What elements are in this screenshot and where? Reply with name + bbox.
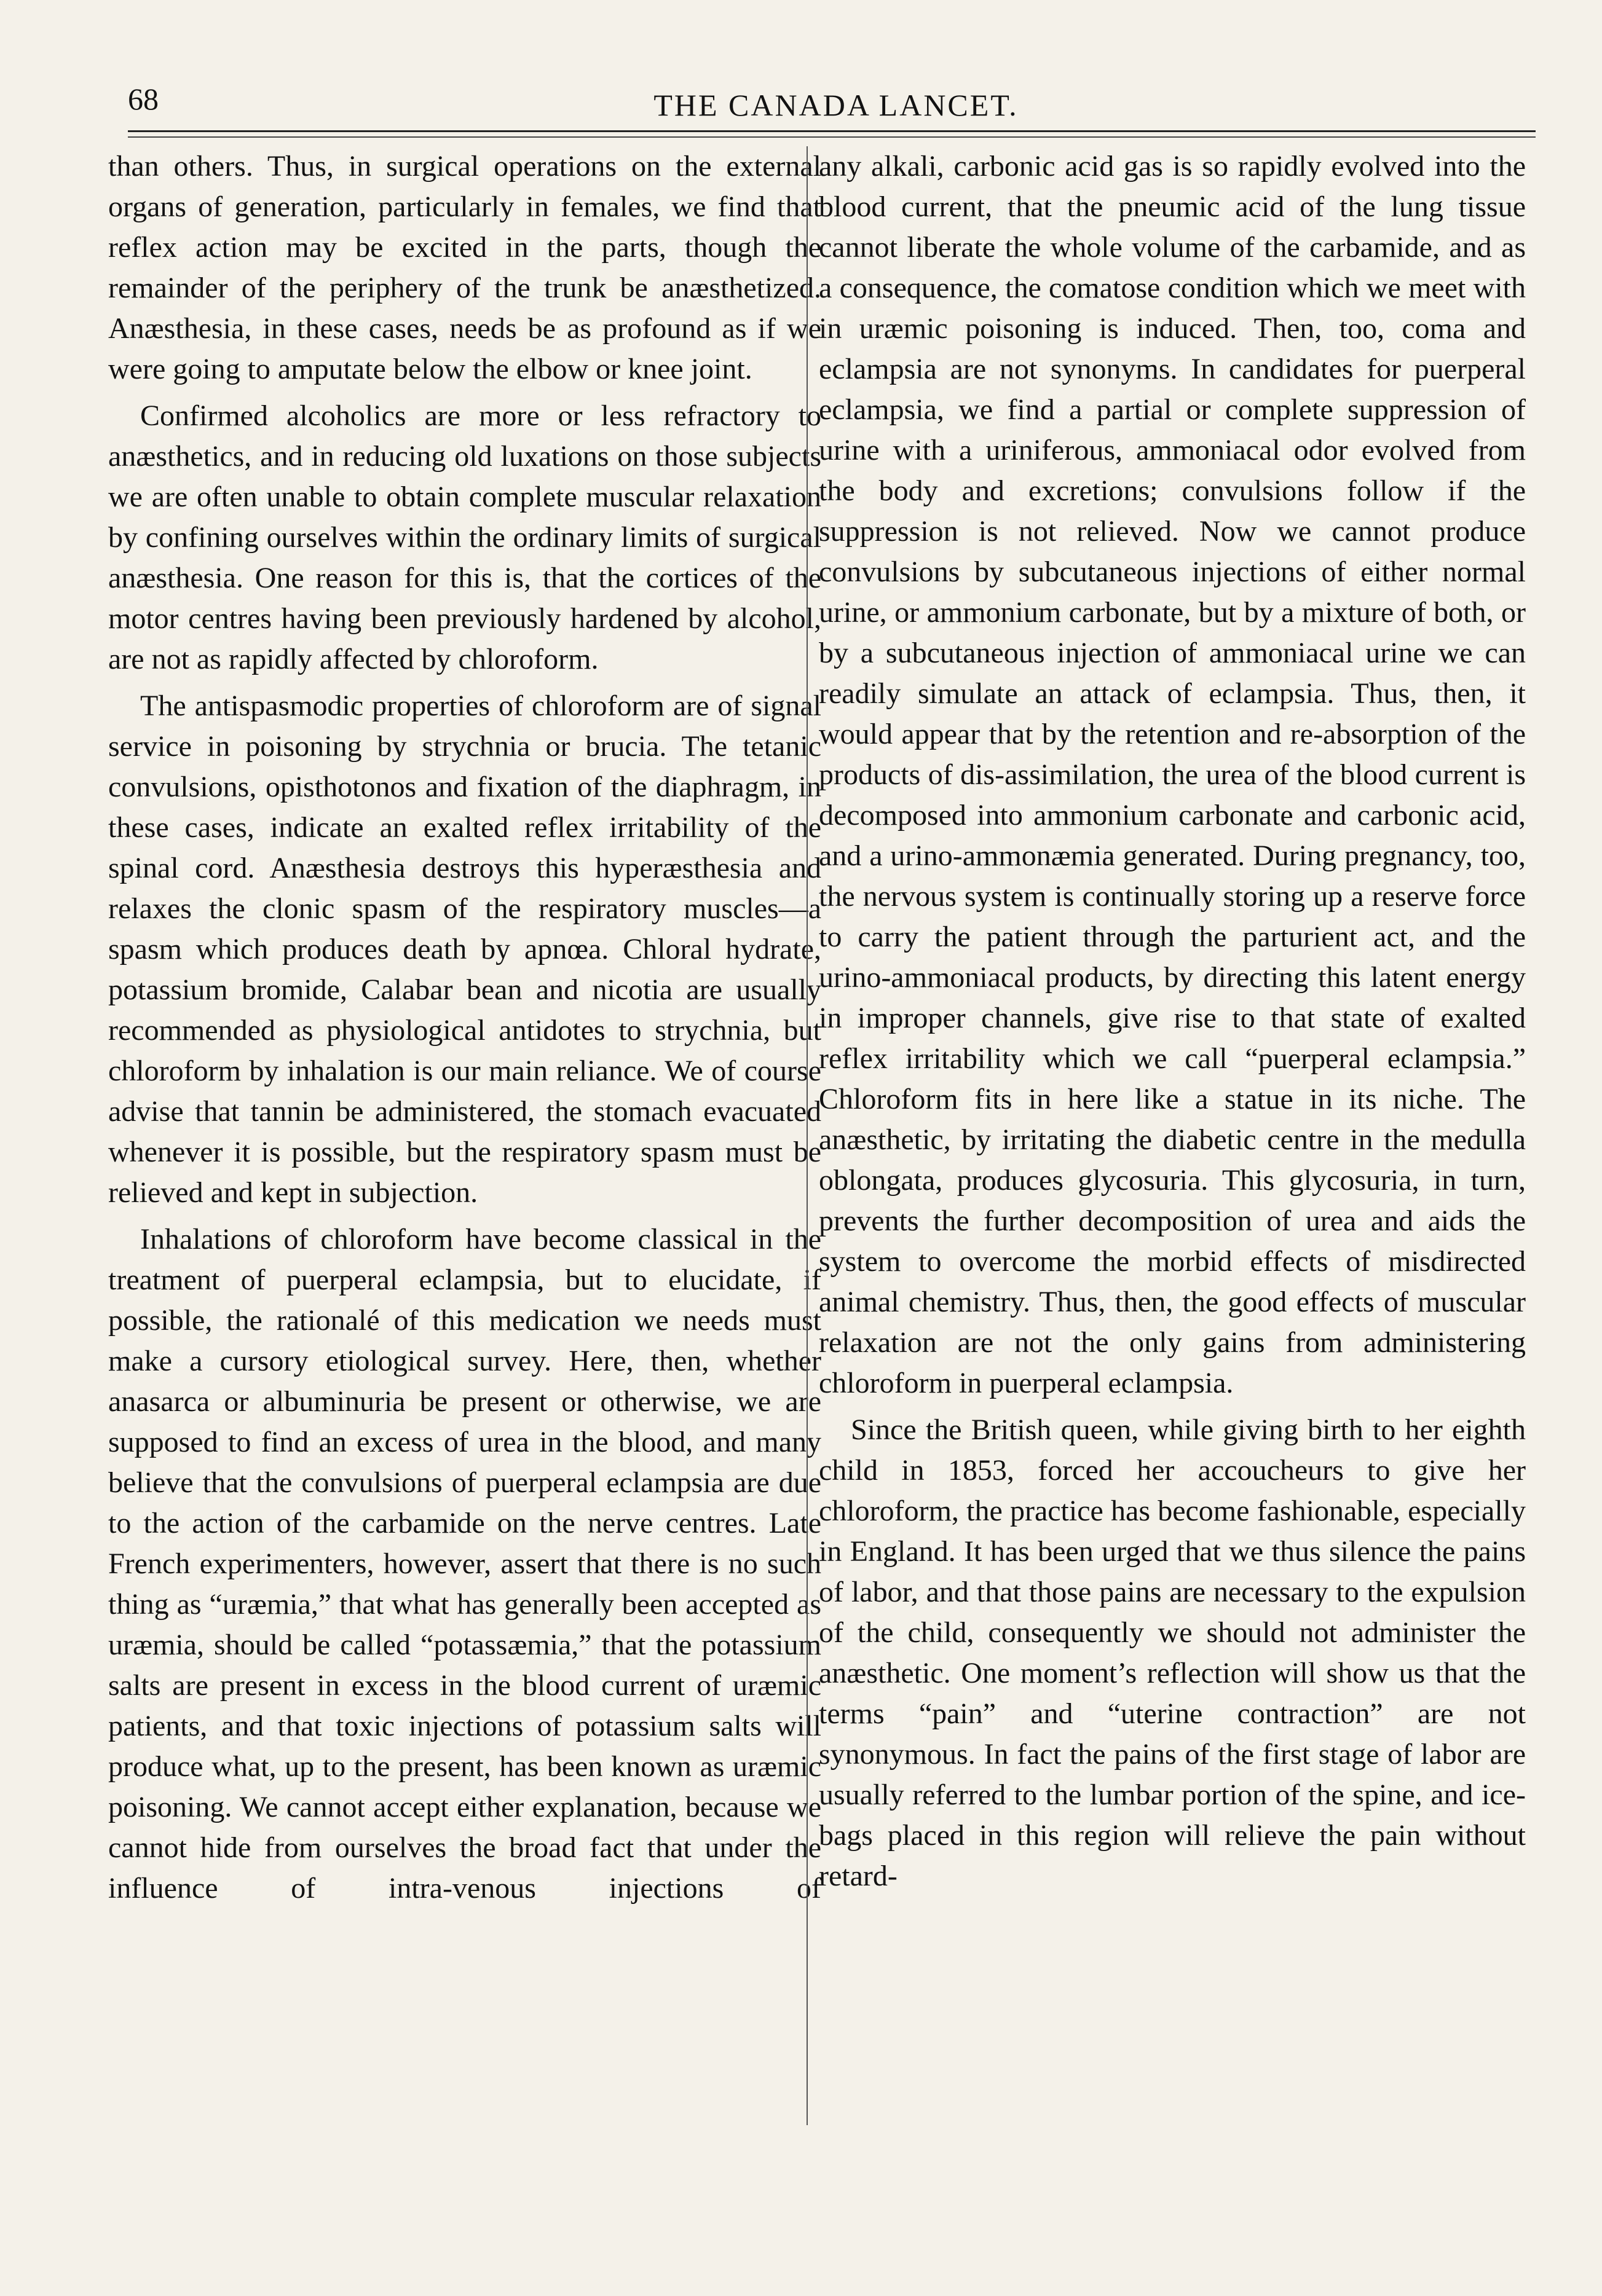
header-rule-secondary [128,136,1536,138]
left-paragraph-2: Confirmed alcoholics are more or less refractory to anæsthetics, and in reducing old luxations on those subjects we are often unable to obtain complete muscular relaxation by confining ourselves within the ordinary limits of surgical anæsthesia. One reason for this is, that the cortices of the motor centres having been previously hardened by alcohol, are not as rapidly affected by chloroform. [108,399,821,675]
column-divider [807,146,808,2125]
right-paragraph-2: Since the British queen, while giving birth to her eighth child in 1853, forced her accoucheurs to give her chloroform, the practice has become fashionable, especially in England. It has been urged that we thus silence the pains of labor, and that those pains are necessary to the expulsion of the child, consequently we should not administer the anæsthetic. One moment’s reflection will show us that the terms “pain” and “uterine contraction” are not synonymous. In fact the pains of the first stage of labor are usually referred to the lumbar portion of the spine, and ice-bags placed in this region will relieve the pain without retard- [819,1413,1526,1892]
page-number: 68 [128,82,159,116]
right-column [819,146,1526,2156]
running-title: THE CANADA LANCET. [653,88,1019,122]
left-paragraph-3: The antispasmodic properties of chloroform are of signal service in poisoning by strychnia or brucia. The tetanic convulsions, opisthotonos and fixation of the diaphragm, in these cases, indicate an exalted reflex irritability of the spinal cord. Anæsthesia destroys this hyperæsthesia and relaxes the clonic spasm of the respiratory muscles—a spasm which produces death by apnœa. Chloral hydrate, potassium bromide, Calabar bean and nicotia are usually recommended as physiological antidotes to strychnia, but chloroform by inhalation is our main reliance. We of course advise that tannin be administered, the stomach evacuated whenever it is possible, but the respiratory spasm must be relieved and kept in subjection. [108,690,821,1209]
left-paragraph-4: Inhalations of chloroform have become classical in the treatment of puerperal eclampsia, but to elucidate, if possible, the rationalé of this medication we needs must make a cursory etiological survey. Here, then, whether anasarca or albuminuria be present or otherwise, we are supposed to find an excess of urea in the blood, and many believe that the convulsions of puerperal eclampsia are due to the action of the carbamide on the nerve centres. Late French experimenters, however, assert that there is no such thing as “uræmia,” that what has generally been accepted as uræmia, should be called “potassæmia,” that the potassium salts are present in excess in the blood current of uræmic patients, and that toxic injections of potassium salts will produce what, up to the present, has been known as uræmic poisoning. We cannot accept either explanation, because we cannot hide from ourselves the broad fact that under the influence of intra-venous injections of [108,1223,821,1905]
header-rule [128,130,1536,132]
left-paragraph-1: than others. Thus, in surgical operations on the external organs of generation, particularly in females, we find that reflex action may be excited in the parts, though the remainder of the periphery of the trunk be anæsthetized. Anæsthesia, in these cases, needs be as profound as if we were going to amputate below the elbow or knee joint. [108,150,821,385]
right-paragraph-1: any alkali, carbonic acid gas is so rapidly evolved into the blood current, that the pneumic acid of the lung tissue cannot liberate the whole volume of the carbamide, and as a consequence, the comatose condition which we meet with in uræmic poisoning is induced. Then, too, coma and eclampsia are not synonyms. In candidates for puerperal eclampsia, we find a partial or complete suppression of urine with a uriniferous, ammoniacal odor evolved from the body and excretions; convulsions follow if the suppression is not relieved. Now we cannot produce convulsions by subcutaneous injections of either normal urine, or ammonium carbonate, but by a mixture of both, or by a subcutaneous injection of ammoniacal urine we can readily simulate an attack of eclampsia. Thus, then, it would appear that by the retention and re-absorption of the products of dis-assimilation, the urea of the blood current is decomposed into ammonium carbonate and carbonic acid, and a urino-ammonæmia generated. During pregnancy, too, the nervous system is continually storing up a reserve force to carry the patient through the parturient act, and the urino-ammoniacal products, by directing this latent energy in improper channels, give rise to that state of exalted reflex irritability which we call “puerperal eclampsia.” Chloroform fits in here like a statue in its niche. The anæsthetic, by irritating the diabetic centre in the medulla oblongata, produces glycosuria. This glycosuria, in turn, prevents the further decomposition of urea and aids the system to overcome the morbid effects of misdirected animal chemistry. Thus, then, the good effects of muscular relaxation are not the only gains from administering chloroform in puerperal eclampsia. [819,150,1526,1399]
left-column [108,146,821,2156]
